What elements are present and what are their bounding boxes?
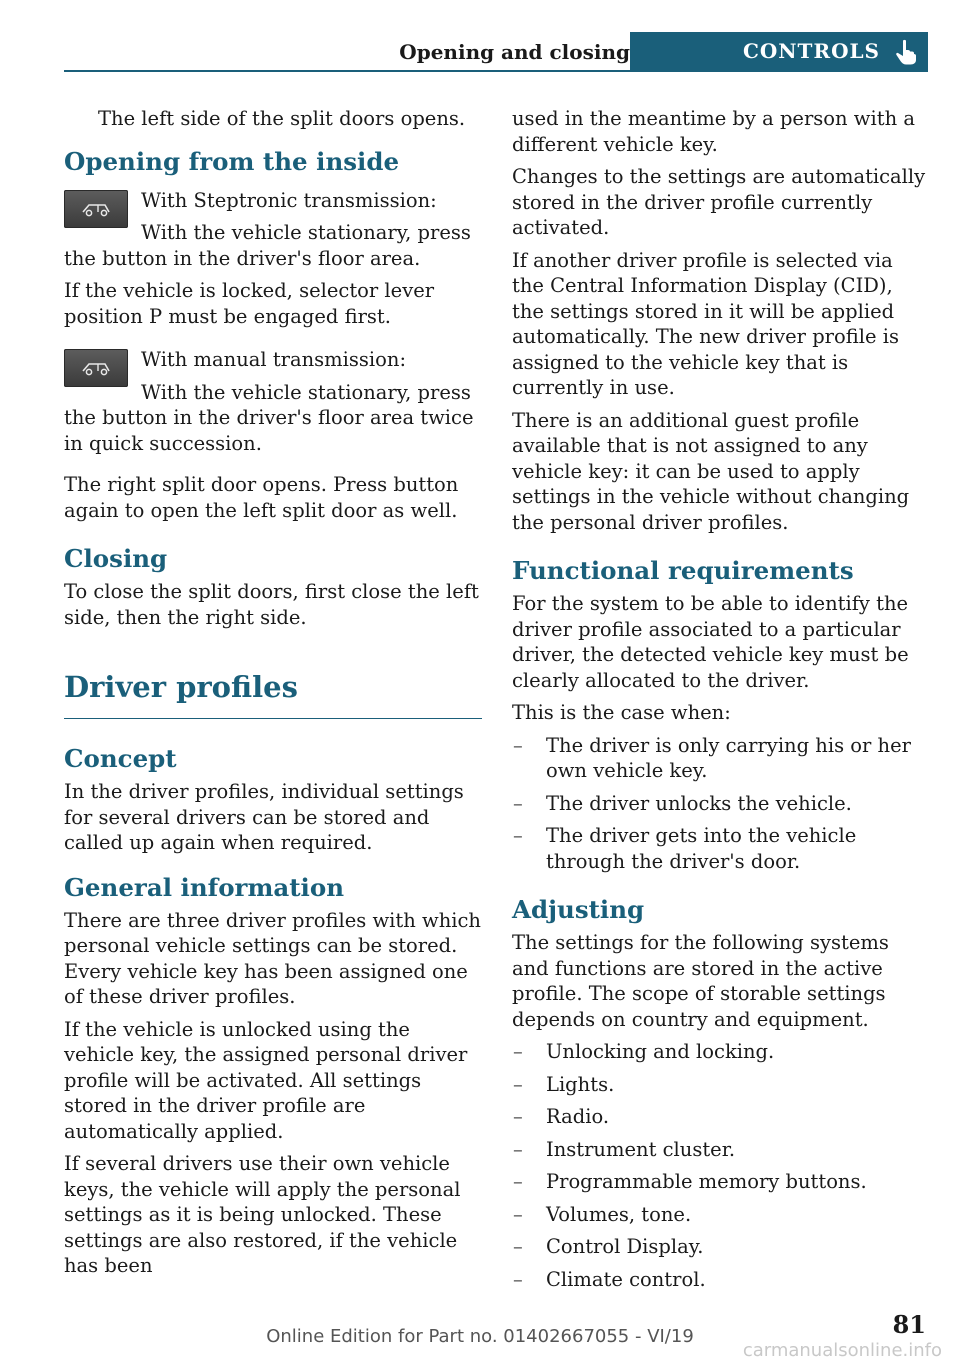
paragraph: The left side of the split doors opens. bbox=[98, 107, 466, 130]
heading-closing: Closing bbox=[64, 544, 168, 573]
watermark: carmanualsonline.info bbox=[742, 1340, 942, 1361]
paragraph: If several drivers use their own vehicle keys, the vehicle will apply the personal settings as it is being unlocked. These settings are also restored, if the vehicle has been bbox=[64, 1152, 461, 1277]
paragraph: If the vehicle is unlocked using the vehicle key, the assigned personal driver profile will be activated. All settings stored in the driver profile are automatically applied. bbox=[64, 1017, 468, 1143]
steptronic-label: With Steptronic transmission: bbox=[141, 188, 437, 212]
pointing-hand-icon bbox=[894, 39, 918, 65]
heading-functional-requirements: Functional requirements bbox=[512, 556, 854, 585]
split-door-key-icon bbox=[64, 190, 128, 228]
list-item: – Volumes, tone. bbox=[512, 1202, 930, 1228]
list-item: – The driver unlocks the vehicle. bbox=[512, 791, 930, 817]
paragraph: Changes to the settings are automatically stored in the driver profile currently activated. bbox=[512, 165, 926, 239]
list-item: – Radio. bbox=[512, 1104, 930, 1130]
paragraph: In the driver profiles, individual settings for several drivers can be stored and called up again when required. bbox=[64, 780, 464, 854]
list-item: – Climate control. bbox=[512, 1267, 930, 1293]
paragraph: If another driver profile is selected via the Central Information Display (CID), the settings stored in it will be applied automatically. The new driver profile is assigned to the vehicle key that is currently in use. bbox=[512, 248, 899, 399]
paragraph: The right split door opens. Press button again to open the left split door as well. bbox=[64, 473, 459, 522]
paragraph bbox=[64, 220, 482, 271]
paragraph: To close the split doors, first close the left side, then the right side. bbox=[64, 580, 479, 629]
list-item: – Unlocking and locking. bbox=[512, 1039, 930, 1065]
section-title: Opening and closing bbox=[399, 40, 630, 64]
heading-opening-from-inside: Opening from the inside bbox=[64, 146, 400, 176]
systems-list bbox=[512, 1039, 930, 1292]
paragraph: This is the case when: bbox=[512, 701, 731, 724]
list-item: – The driver gets into the vehicle through the driver's door. bbox=[512, 823, 930, 874]
list-item: – Instrument cluster. bbox=[512, 1137, 930, 1163]
header-rule bbox=[64, 70, 928, 72]
chapter-tab bbox=[630, 32, 928, 70]
paragraph: If the vehicle is locked, selector lever position P must be engaged first. bbox=[64, 279, 435, 328]
paragraph: The settings for the following systems and functions are stored in the active profile. The scope of storable settings depends on country and equipment. bbox=[512, 931, 889, 1031]
paragraph: There is an additional guest profile available that is not assigned to any vehicle key: it can be used to apply settings in the vehicle without changing the personal driver profiles. bbox=[512, 408, 910, 534]
left-column bbox=[64, 106, 482, 1286]
manual-text: With the vehicle stationary, press the button in the driver's floor area twice in quick succession. bbox=[64, 380, 474, 455]
steptronic-text: With the vehicle stationary, press the button in the driver's floor area. bbox=[64, 221, 471, 270]
chapter-tab-label: CONTROLS bbox=[742, 39, 880, 63]
list-item: – Programmable memory buttons. bbox=[512, 1169, 930, 1195]
edition-footer: Online Edition for Part no. 01402667055 - VI/19 bbox=[266, 1326, 694, 1347]
manual-block bbox=[64, 347, 482, 456]
paragraph: There are three driver profiles with which personal vehicle settings can be stored. Every vehicle key has been assigned one of these driver profiles. bbox=[64, 908, 481, 1008]
heading-general-information: General information bbox=[64, 872, 345, 902]
heading-concept: Concept bbox=[64, 744, 177, 773]
paragraph bbox=[64, 380, 482, 457]
paragraph: used in the meantime by a person with a different vehicle key. bbox=[512, 107, 915, 156]
paragraph: For the system to be able to identify the driver profile associated to a particular driver, the detected vehicle key must be clearly allocated to the driver. bbox=[512, 592, 909, 692]
conditions-list bbox=[512, 733, 930, 875]
steptronic-block bbox=[64, 188, 482, 272]
heading-rule bbox=[64, 718, 482, 719]
list-item: – Control Display. bbox=[512, 1234, 930, 1260]
right-column bbox=[512, 106, 930, 1299]
list-item: – The driver is only carrying his or her own vehicle key. bbox=[512, 733, 930, 784]
heading-adjusting: Adjusting bbox=[512, 895, 645, 924]
manual-label: With manual transmission: bbox=[141, 348, 407, 371]
split-door-key-icon bbox=[64, 349, 128, 387]
heading-driver-profiles: Driver profiles bbox=[64, 670, 298, 704]
list-item: – Lights. bbox=[512, 1072, 930, 1098]
page-header bbox=[64, 32, 928, 72]
page-number: 81 bbox=[892, 1310, 926, 1339]
